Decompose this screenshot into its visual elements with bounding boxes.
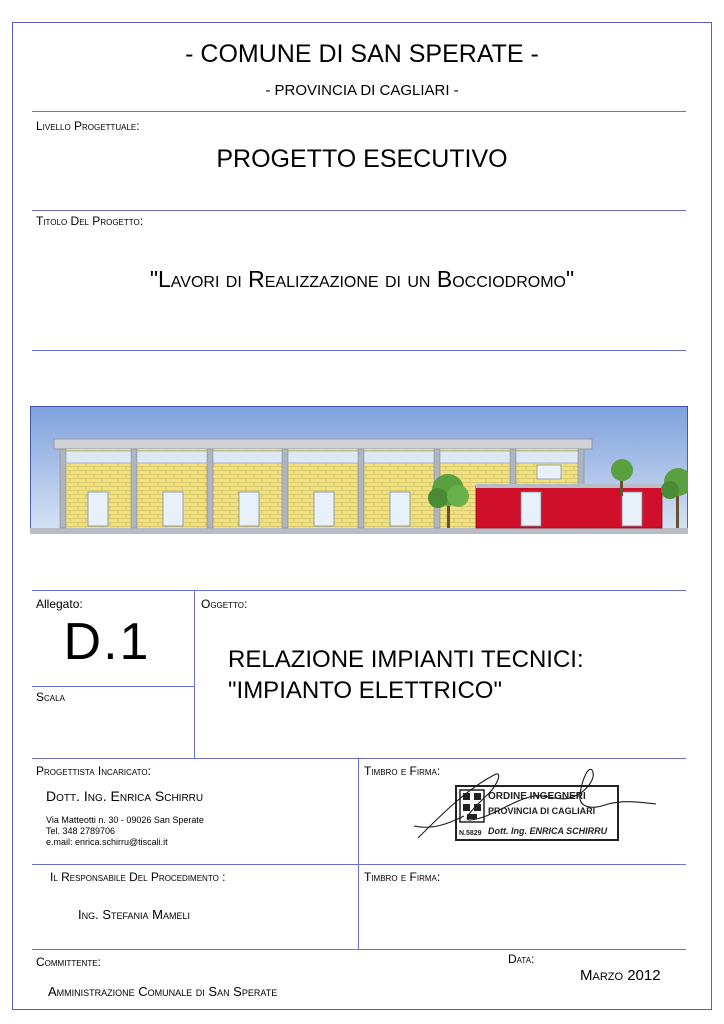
divider	[32, 864, 686, 865]
level-label: Livello Progettuale:	[36, 119, 140, 133]
building-elevation-drawing	[30, 406, 688, 534]
stamp-line-1: ORDINE INGEGNERI	[488, 791, 586, 802]
engineer-stamp	[412, 766, 662, 848]
subject-label: Oggetto:	[201, 597, 248, 611]
divider	[32, 210, 686, 211]
designer-address: Via Matteotti n. 30 - 09026 San Sperate	[46, 815, 204, 825]
designer-stamp-label: Timbro e Firma:	[364, 764, 441, 778]
manager-stamp-label: Timbro e Firma:	[364, 870, 441, 884]
project-title: "Lavori di Realizzazione di un Bocciodromo"	[149, 266, 575, 292]
designer-label: Progettista Incaricato:	[36, 764, 151, 778]
divider	[32, 350, 686, 351]
stamp-name: Dott. Ing. ENRICA SCHIRRU	[488, 826, 608, 836]
manager-label: Il Responsabile Del Procedimento :	[50, 870, 226, 884]
subject-line-1: RELAZIONE IMPIANTI TECNICI:	[228, 646, 584, 673]
annex-roof	[476, 484, 662, 488]
attachment-label: Allegato:	[36, 597, 83, 611]
scale-label: Scala	[36, 690, 65, 704]
divider	[32, 758, 686, 759]
project-label: Titolo Del Progetto:	[36, 214, 144, 228]
divider	[32, 686, 194, 687]
level-value: PROGETTO ESECUTIVO	[216, 145, 508, 173]
attachment-code: D.1	[63, 613, 151, 671]
stamp-line-2: PROVINCIA DI CAGLIARI	[488, 806, 596, 816]
ground	[30, 528, 688, 534]
designer-phone: Tel. 348 2789706	[46, 826, 116, 836]
province-subtitle: - PROVINCIA DI CAGLIARI -	[265, 82, 459, 99]
date-label: Data:	[508, 952, 535, 966]
date-value: Marzo 2012	[580, 967, 661, 984]
subject-line-2: "IMPIANTO ELETTRICO"	[228, 677, 502, 704]
divider	[194, 590, 195, 758]
roof	[54, 439, 592, 449]
divider	[32, 590, 686, 591]
manager-name: Ing. Stefania Mameli	[78, 907, 190, 922]
divider	[32, 949, 686, 950]
client-name: Amministrazione Comunale di San Sperate	[48, 984, 278, 999]
client-label: Committente:	[36, 955, 101, 969]
divider	[32, 111, 686, 112]
divider	[358, 758, 359, 950]
stamp-number: N.5829	[459, 830, 482, 837]
page-title: - COMUNE DI SAN SPERATE -	[185, 40, 539, 68]
designer-name: Dott. Ing. Enrica Schirru	[46, 788, 204, 804]
designer-email: e.mail: enrica.schirru@tiscali.it	[46, 837, 168, 847]
